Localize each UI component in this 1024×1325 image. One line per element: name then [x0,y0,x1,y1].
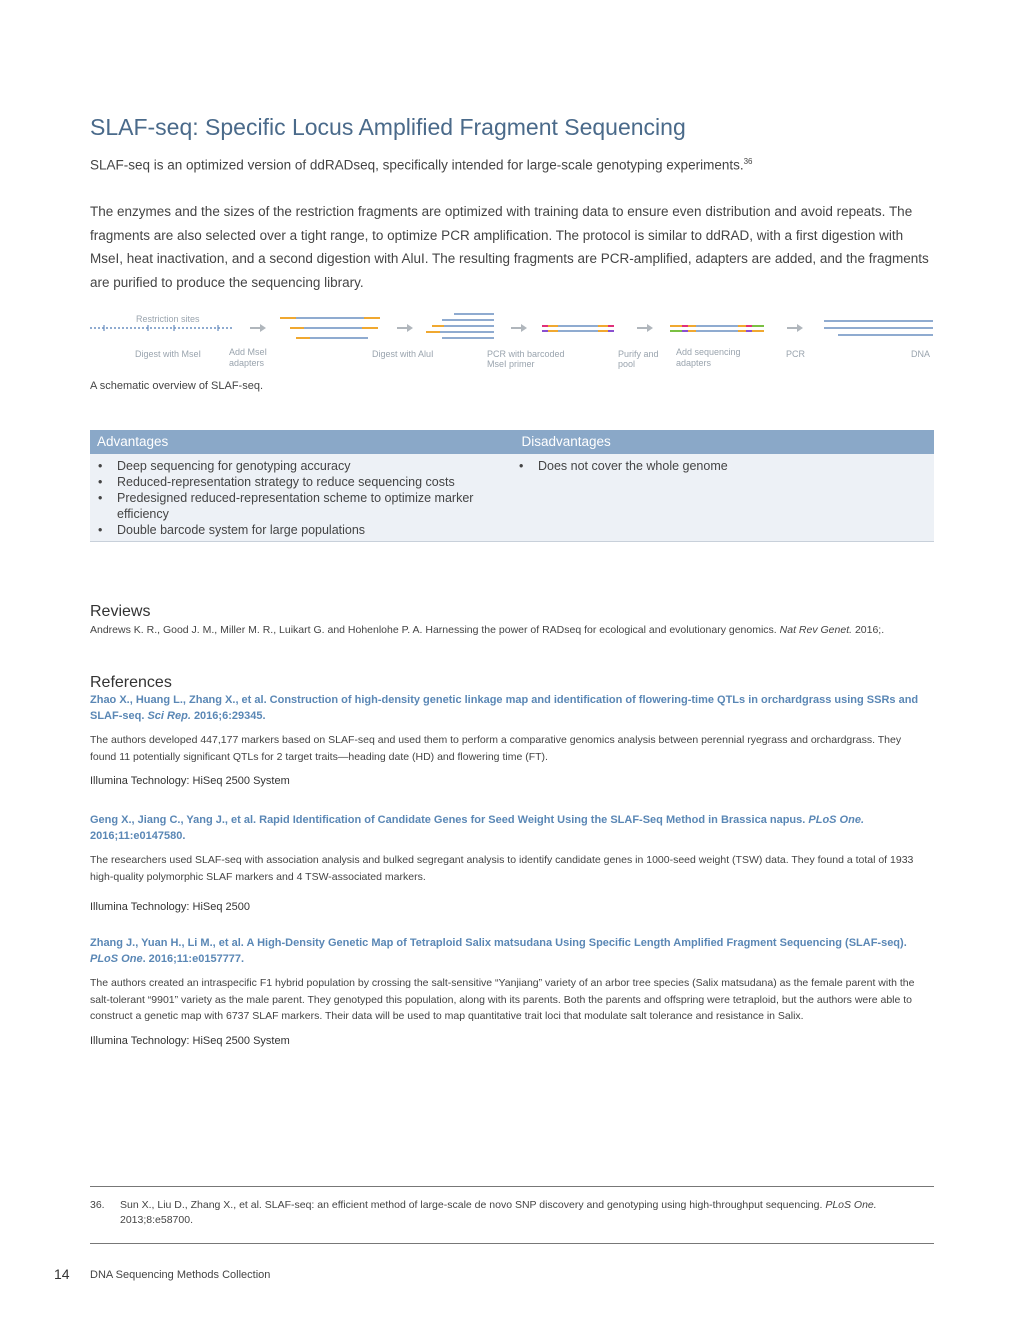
footnote-divider [90,1186,934,1187]
sequencing-adapter-fragments [670,326,764,331]
reviews-heading: Reviews [90,603,151,620]
reference-technology: Illumina Technology: HiSeq 2500 System [90,775,290,787]
reference-journal[interactable]: PLoS One. [808,814,865,826]
barcoded-fragments [542,326,614,331]
footnote [90,1198,930,1228]
list-item: • Predesigned reduced-representation scheme to optimize marker efficiency [90,490,511,522]
review-year: 2016;. [854,624,885,636]
arrow-icon [787,324,803,332]
step-label: DNA [911,349,931,359]
step-label: Add sequencing [676,347,741,357]
reference-cite[interactable]: . 2016;11:e0157777. [142,953,245,965]
reference-journal[interactable]: PLoS One [90,953,143,965]
reference-technology: Illumina Technology: HiSeq 2500 [90,901,251,913]
step-label: pool [618,359,636,369]
disadvantages-column [511,458,927,538]
footnote-cite: 2013;8:e58700. [120,1214,193,1226]
footnote-citation: Sun X., Liu D., Zhang X., et al. SLAF-seq: an efficient method of large-scale de novo SNP discovery and genotyping using high-throughput sequencing. [120,1199,823,1211]
reference-summary: The authors developed 447,177 markers based on SLAF-seq and used them to perform a comparative genomics analysis between perennial ryegrass and orchardgrass. They found 11 potentially significant QTLs for 2 target traits—heading date (HD) and flowering time (FT). [90,734,902,763]
step-label: PCR [786,349,806,359]
reference-title[interactable] [90,692,925,724]
review-text: Andrews K. R., Good J. M., Miller M. R., Luikart G. and Hohenlohe P. A. Harnessing the power of RADseq for ecological and evolutionary genomics. [90,624,777,636]
reference-cite[interactable]: 2016;6:29345. [193,710,266,722]
reference-title[interactable] [90,812,925,844]
step-label: Digest with MseI [135,349,202,359]
footnote-number: 36. [90,1199,105,1211]
reference-summary: The researchers used SLAF-seq with association analysis and bulked segregant analysis to identify candidate genes in 1000-seed weight (TSW) data. They found a total of 1933 high-quality polymorphic SLAF markers and 4 TSW-associated markers. [90,854,914,883]
arrow-icon [637,324,653,332]
description-paragraph: The enzymes and the sizes of the restriction fragments are optimized with training data to ensure even distribution and avoid repeats. The fragments are also selected over a tight range, to optimize PCR amplification. The protocol is similar to ddRAD, with a first digestion with MseI, heat inactivation, and a second digestion with AluI. The resulting fragments are PCR-amplified, adapters are added, and the fragments are purified to produce the sequencing library. [90,204,929,290]
advantages-column [90,458,511,538]
dna-library [824,321,933,335]
figure-caption: A schematic overview of SLAF-seq. [90,380,264,392]
reference-title-text[interactable]: Zhang J., Yuan H., Li M., et al. A High-Density Genetic Map of Tetraploid Salix matsudana Using Specific Length Amplified Fragment Sequencing (SLAF-seq). [90,937,907,949]
publication-title: DNA Sequencing Methods Collection [90,1269,271,1281]
step-label: Purify and [618,349,659,359]
step-label: PCR with barcoded [487,349,565,359]
adapter-fragments [280,318,380,338]
table-header [90,430,934,454]
review-citation [90,624,884,636]
step-label: adapters [676,358,712,368]
reference-title[interactable] [90,935,925,967]
step-label: adapters [229,358,265,368]
page-title: SLAF-seq: Specific Locus Amplified Fragment Sequencing [90,114,686,140]
slaf-seq-schematic [90,308,935,378]
reference-title-text[interactable]: Geng X., Jiang C., Yang J., et al. Rapid Identification of Candidate Genes for Seed Weight Using the SLAF-Seq Method in Brassica napus. [90,814,806,826]
advantages-table [90,430,934,542]
step-label: Add MseI [229,347,268,357]
intro-text [90,157,753,173]
arrow-icon [511,324,527,332]
arrow-icon [250,324,266,332]
step-label: Digest with AluI [372,349,434,359]
disadvantages-header: Disadvantages [521,434,611,449]
references-heading: References [90,674,172,691]
list-item: • Does not cover the whole genome [511,458,927,474]
reference-summary: The authors created an intraspecific F1 hybrid population by crossing the salt-sensitive “Yanjiang” variety of an arbor tree species (Salix matsudana) as the female parent with the salt-tolerant “9901” variety as the male parent. They genotyped this population, along with its parents. Both the parents and offspring were tetraploid, but the authors were able to construct a genetic map with 6737 SLAF markers. Their data will be used to map quantitative trait loci that modulate salt tolerance and resistance in Salix. [90,977,915,1022]
reference-item [90,935,925,1047]
intro-footnote-ref[interactable]: 36 [743,157,753,166]
advantages-header: Advantages [97,434,169,449]
reference-journal[interactable]: Sci Rep. [147,710,191,722]
reference-cite[interactable]: 2016;11:e0147580. [90,830,186,842]
reference-technology: Illumina Technology: HiSeq 2500 System [90,1034,290,1047]
step-label: MseI primer [487,359,535,369]
reference-item [90,812,925,913]
advantages-list [90,458,511,538]
disadvantages-list [511,458,927,474]
restriction-sites-label: Restriction sites [136,314,200,324]
footnote-text [120,1198,930,1228]
footer-divider [90,1243,934,1244]
page-number: 14 [54,1266,70,1282]
alui-fragments [426,314,494,338]
table-body [90,454,934,542]
reference-item [90,692,925,787]
arrow-icon [397,324,413,332]
list-item: • Double barcode system for large populations [90,522,511,538]
schematic-svg [90,308,935,378]
intro-sentence: SLAF-seq is an optimized version of ddRADseq, specifically intended for large-scale genotyping experiments. [90,157,744,173]
footnote-journal: PLoS One. [825,1199,877,1211]
list-item: • Reduced-representation strategy to reduce sequencing costs [90,474,511,490]
list-item: • Deep sequencing for genotyping accuracy [90,458,511,474]
review-journal: Nat Rev Genet. [779,624,853,636]
reference-title-text[interactable]: Zhao X., Huang L., Zhang X., et al. Construction of high-density genetic linkage map and identification of flowering-time QTLs in orchardgrass using SSRs and SLAF-seq. [90,694,919,722]
